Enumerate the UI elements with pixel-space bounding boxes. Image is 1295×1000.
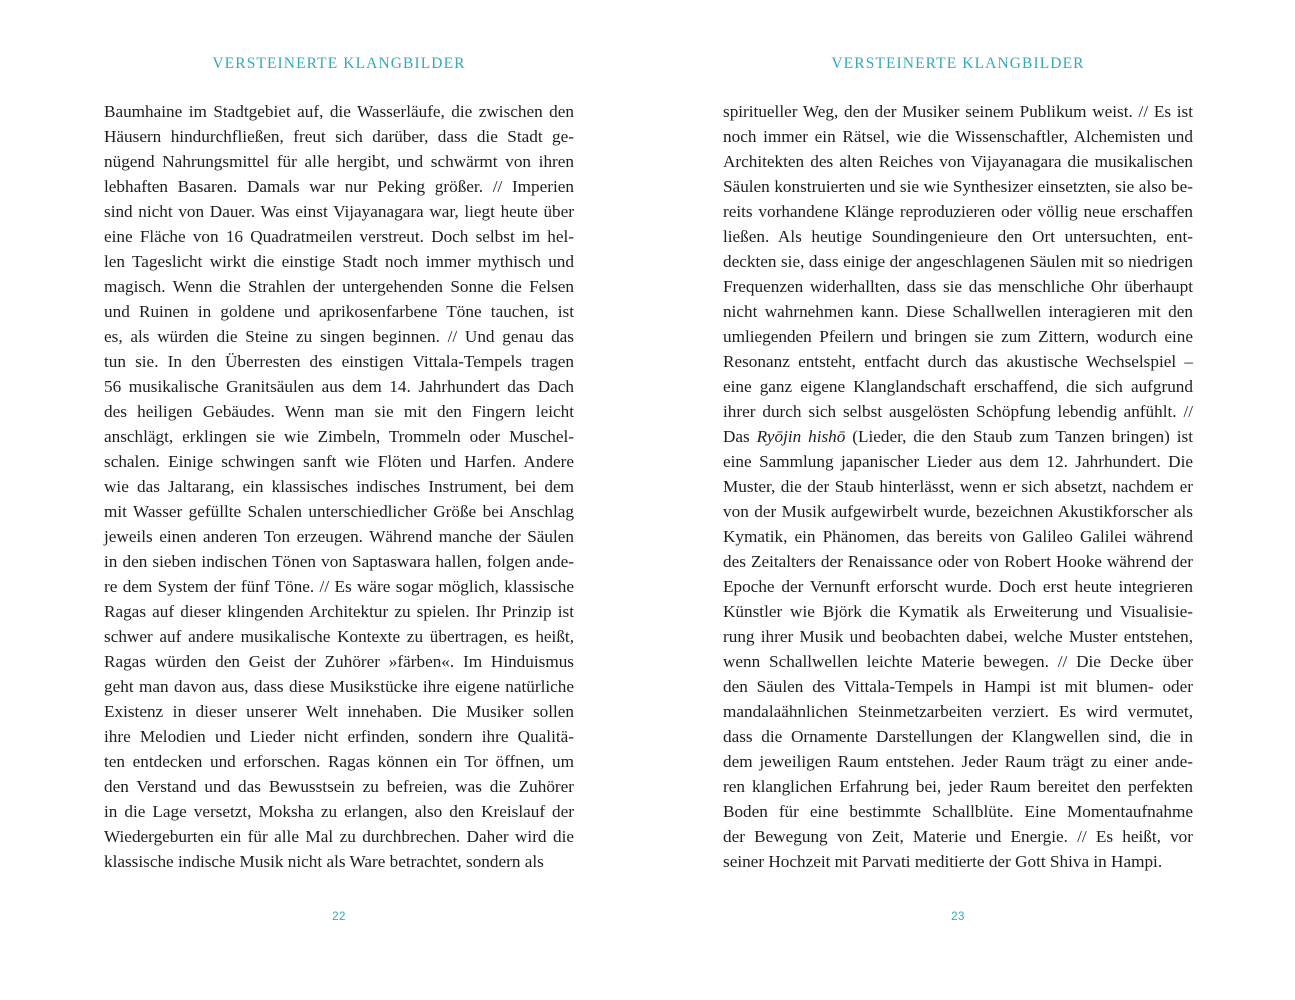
text-line: Säulen konstruierten und sie wie Synthesizer einsetzten, sie also be- [723,177,1193,196]
text-line: der Bewegung von Zeit, Materie und Energie. // Es heißt, vor [723,827,1193,846]
left-page [104,0,574,1000]
text-line: Existenz in dieser unserer Welt innehaben. Die Musiker sollen [104,702,574,721]
text-line: den Verstand und das Bewusstsein zu befreien, was die Zuhörer [104,777,574,796]
text-line: Architekten des alten Reiches von Vijayanagara die musikalischen [723,152,1193,171]
text-line: ren klanglichen Erfahrung bei, jeder Raum bereitet den perfekten [723,777,1193,796]
text-line: reits vorhandene Klänge reproduzieren oder völlig neue erschaffen [723,202,1193,221]
body-text [104,99,574,874]
text-line: Frequenzen widerhallten, dass sie das menschliche Ohr überhaupt [723,277,1193,296]
text-line: umliegenden Pfeilern und bringen sie zum Zittern, wodurch eine [723,327,1193,346]
text-line: mandalaähnlichen Steinmetzarbeiten verziert. Es wird vermutet, [723,702,1193,721]
page-number: 23 [951,911,965,923]
text-line: ihre Melodien und Lieder nicht erfinden, sondern ihre Qualitä- [104,727,574,746]
text-line: eine Fläche von 16 Quadratmeilen verstreut. Doch selbst im hel- [104,227,574,246]
text-line: lebhaften Basaren. Damals war nur Peking größer. // Imperien [104,177,574,196]
text-line: dass die Ornamente Darstellungen der Klangwellen sind, die in [723,727,1193,746]
text-line: klassische indische Musik nicht als Ware betrachtet, sondern als [104,852,544,871]
text-line: geht man davon aus, dass diese Musikstücke ihre eigene natürliche [104,677,574,696]
text-line: mit Wasser gefüllte Schalen unterschiedlicher Größe bei Anschlag [104,502,574,521]
text-line: eine Sammlung japanischer Lieder aus dem 12. Jahrhundert. Die [723,452,1193,471]
text-line: ließen. Als heutige Soundingenieure den Ort untersuchten, ent- [723,227,1193,246]
text-line: des heiligen Gebäudes. Wenn man sie mit den Fingern leicht [104,402,574,421]
text-line: re dem System der fünf Töne. // Es wäre sogar möglich, klassische [104,577,574,596]
text-line: sind nicht von Dauer. Was einst Vijayanagara war, liegt heute über [104,202,574,221]
text-line: seiner Hochzeit mit Parvati meditierte der Gott Shiva in Hampi. [723,852,1163,871]
text-line: tun sie. In den Überresten des einstigen Vittala-Tempels tragen [104,352,574,371]
text-line: nügend Nahrungsmittel für alle hergibt, und schwärmt von ihren [104,152,574,171]
text-line-with-title [723,424,1193,449]
text-line: Resonanz entsteht, entfacht durch das akustische Wechselspiel – [723,352,1193,371]
text-fragment: Das [723,427,750,446]
text-line: es, als würden die Steine zu singen beginnen. // Und genau das [104,327,574,346]
text-line: Künstler wie Björk die Kymatik als Erweiterung und Visualisie- [723,602,1193,621]
text-line: von der Musik aufgewirbelt wurde, bezeichnen Akustikforscher als [723,502,1193,521]
right-page [723,0,1193,1000]
text-line: Ragas auf dieser klingenden Architektur zu spielen. Ihr Prinzip ist [104,602,574,621]
text-line: dem jeweiligen Raum entstehen. Jeder Raum trägt zu einer ande- [723,752,1193,771]
text-line: Ragas würden den Geist der Zuhörer »färben«. Im Hinduismus [104,652,574,671]
text-line: in den sieben indischen Tönen von Saptaswara hallen, folgen ande- [104,552,574,571]
text-line: Baumhaine im Stadtgebiet auf, die Wasserläufe, die zwischen den [104,102,574,121]
text-line: eine ganz eigene Klanglandschaft erschaffend, die sich aufgrund [723,377,1193,396]
text-line: nicht wahrnehmen kann. Diese Schallwellen interagieren mit den [723,302,1193,321]
text-line: spiritueller Weg, den der Musiker seinem Publikum weist. // Es ist [723,102,1193,121]
page-number: 22 [332,911,346,923]
text-line: magisch. Wenn die Strahlen der untergehenden Sonne die Felsen [104,277,574,296]
text-line: ihrer durch sich selbst ausgelösten Schöpfung lebendig anfühlt. // [723,402,1193,421]
text-line: Muster, die der Staub hinterlässt, wenn er sich absetzt, nachdem er [723,477,1193,496]
text-line: den Säulen des Vittala-Tempels in Hampi ist mit blumen- oder [723,677,1193,696]
text-line: jeweils einen anderen Ton erzeugen. Während manche der Säulen [104,527,574,546]
text-line: anschlägt, erklingen sie wie Zimbeln, Trommeln oder Muschel- [104,427,574,446]
text-line: rung ihrer Musik und beobachten dabei, welche Muster entstehen, [723,627,1193,646]
text-line: schwer auf andere musikalische Kontexte zu übertragen, es heißt, [104,627,574,646]
text-line: wenn Schallwellen leichte Materie bewegen. // Die Decke über [723,652,1193,671]
text-line: Wiedergeburten ein für alle Mal zu durchbrechen. Daher wird die [104,827,574,846]
text-line: deckten sie, dass einige der angeschlagenen Säulen mit so niedrigen [723,252,1193,271]
text-line: des Zeitalters der Renaissance oder von Robert Hooke während der [723,552,1193,571]
text-line: Kymatik, ein Phänomen, das bereits von Galileo Galilei während [723,527,1193,546]
running-head: VERSTEINERTE KLANGBILDER [212,55,466,72]
text-line: schalen. Einige schwingen sanft wie Flöten und Harfen. Andere [104,452,574,471]
text-line: in die Lage versetzt, Moksha zu erlangen, also den Kreislauf der [104,802,574,821]
body-text [723,99,1193,874]
italic-song-title: Ryōjin hishō [756,427,846,446]
text-line: ten entdecken und erforschen. Ragas können ein Tor öffnen, um [104,752,574,771]
text-line: 56 musikalische Granitsäulen aus dem 14. Jahrhundert das Dach [104,377,574,396]
text-fragment: (Lieder, die den Staub zum Tanzen bringen) ist [852,427,1193,446]
text-line: len Tageslicht wirkt die einstige Stadt noch immer mythisch und [104,252,574,271]
text-line: und Ruinen in goldene und aprikosenfarbene Töne tauchen, ist [104,302,574,321]
running-head: VERSTEINERTE KLANGBILDER [831,55,1085,72]
text-line: Epoche der Vernunft erforscht wurde. Doch erst heute integrieren [723,577,1193,596]
text-line: Häusern hindurchfließen, freut sich darüber, dass die Stadt ge- [104,127,574,146]
text-line: wie das Jaltarang, ein klassisches indisches Instrument, bei dem [104,477,574,496]
text-line: Boden für eine bestimmte Schallblüte. Eine Momentaufnahme [723,802,1193,821]
text-line: noch immer ein Rätsel, wie die Wissenschaftler, Alchemisten und [723,127,1193,146]
